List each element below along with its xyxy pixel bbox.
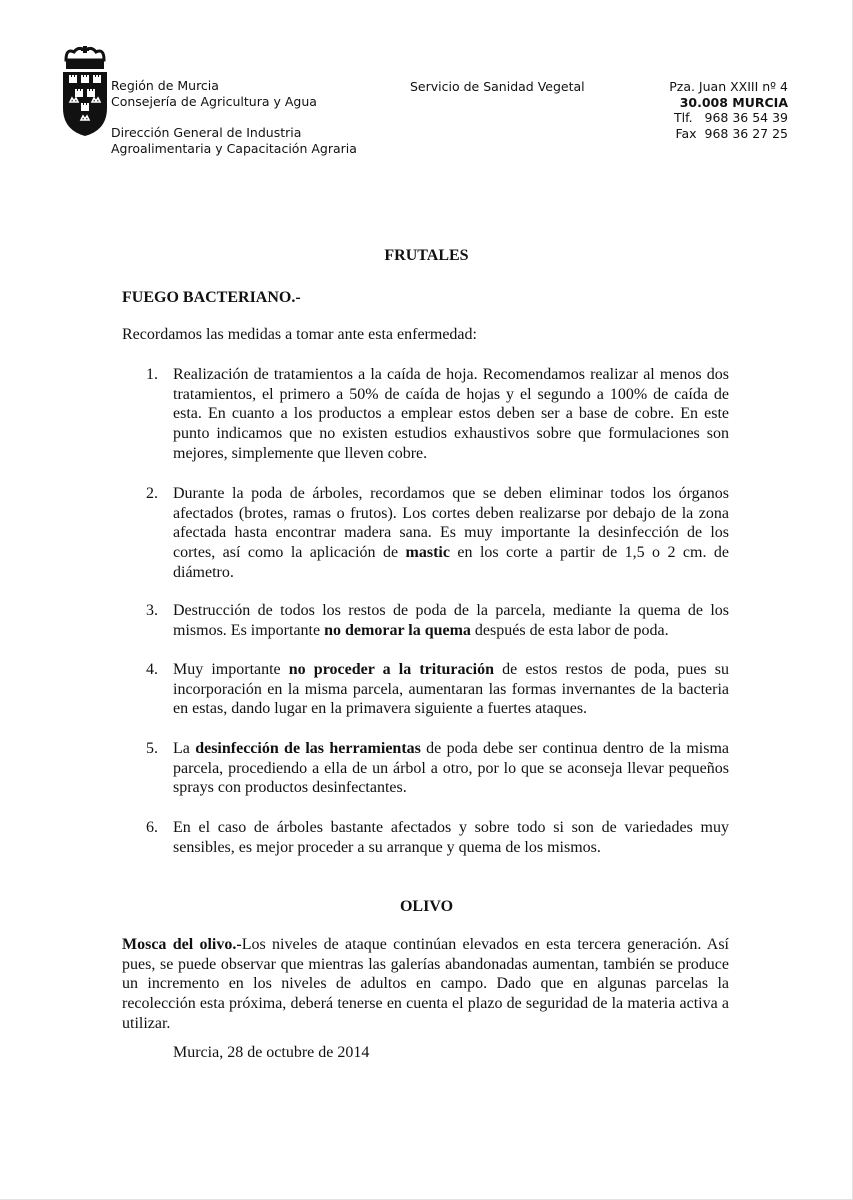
list-item-run: de poda debe ser continua dentro de la misma parcela, procediendo a ella de un árbol a otro, por lo que se aconseja llevar pequeños sprays con productos desinfectantes. — [173, 740, 730, 797]
list-item — [146, 365, 729, 464]
list-item-text — [173, 485, 729, 581]
coat-of-arms-logo — [60, 46, 110, 138]
section-title-frutales: FRUTALES — [384, 247, 469, 264]
list-item-run: Realización de tratamientos a la caída de hoja. Recomendamos realizar al menos dos tratamientos, el primero a 50% de caída de hojas y el segundo a 100% de caída de esta. En cuanto a los productos a emplear estos deben ser a base de cobre. En este punto indicamos que no existen estudios exhaustivos sobre que formulaciones son mejores, simplemente que lleven cobre. — [173, 366, 729, 462]
section-intro: Recordamos las medidas a tomar ante esta enfermedad: — [122, 326, 477, 343]
address: Pza. Juan XXIII nº 4 — [669, 79, 788, 94]
list-item-emphasis: desinfección de las herramientas — [195, 740, 421, 757]
list-item-run: Muy importante — [173, 661, 289, 678]
list-item-text — [173, 366, 729, 462]
list-item-emphasis: mastic — [405, 544, 450, 562]
list-item-number: 6. — [146, 819, 158, 836]
list-item-run: en los corte a partir de 1,5 o 2 cm. de diámetro. — [173, 544, 730, 581]
list-item — [146, 739, 730, 798]
list-item-text — [173, 661, 729, 717]
olive-fly-body: Los niveles de ataque continúan elevados en esta tercera generación. Así pues, se puede observar que mientras las galerías abandonadas aumentan, también se produce un incremento en los niveles de adultos en campo. Dado que en algunas parcelas la recolección esta próxima, deberá tenerse en cuenta el plazo de seguridad de la materia activa a utilizar. — [122, 936, 729, 1032]
list-item-run: después de esta labor de poda. — [470, 621, 669, 639]
list-item-run: Destrucción de todos los restos de poda de la parcela, mediante la quema de los mismos. Es importante — [173, 602, 729, 639]
list-item-run: Durante la poda de árboles, recordamos que se deben eliminar todos los órganos afectados (brotes, ramas o frutos). Los cortes deben realizarse por debajo de la zona afectada hasta encontrar madera sana. Es muy importante la desinfección de los cortes, así como la aplicación de — [173, 485, 729, 562]
olive-fly-lead: Mosca del olivo.- — [122, 936, 242, 953]
phone: Tlf. 968 36 54 39 — [674, 110, 788, 125]
list-item-number: 5. — [146, 740, 158, 757]
list-item-run: de estos restos de poda, pues su incorporación en la misma parcela, aumentaran las formas invernantes de la bacteria en estas, dando lugar en la primavera siguiente a fuertes ataques. — [173, 661, 730, 718]
header-service: Servicio de Sanidad Vegetal — [410, 79, 585, 94]
section-title-olivo: OLIVO — [399, 898, 454, 915]
list-item — [146, 660, 730, 719]
list-item-number: 4. — [146, 661, 158, 678]
list-item-run: La — [173, 740, 196, 757]
fax: Fax 968 36 27 25 — [675, 125, 788, 141]
list-item-text — [173, 602, 729, 639]
list-item — [146, 818, 729, 857]
list-item-text — [173, 740, 729, 796]
list-item-number: 3. — [146, 602, 158, 619]
dateline: Murcia, 28 de octubre de 2014 — [173, 1044, 370, 1061]
org-ministry: Consejería de Agricultura y Agua — [111, 93, 317, 109]
olive-fly-paragraph — [122, 935, 729, 1034]
org-region: Región de Murcia — [111, 78, 219, 93]
list-item-number: 1. — [146, 366, 158, 383]
list-item-number: 2. — [146, 485, 158, 502]
org-directorate-cont: Agroalimentaria y Capacitación Agraria — [111, 140, 357, 156]
list-item-emphasis: no demorar la quema — [324, 621, 471, 639]
subsection-title: FUEGO BACTERIANO.- — [122, 289, 301, 306]
list-item-emphasis: no proceder a la trituración — [288, 661, 494, 678]
org-directorate: Dirección General de Industria — [111, 125, 302, 140]
list-item — [146, 601, 729, 640]
header-contact — [669, 79, 788, 141]
header-organization — [111, 78, 357, 156]
list-item-run: En el caso de árboles bastante afectados y sobre todo si son de variedades muy sensibles, es mejor proceder a su arranque y quema de los mismos. — [173, 819, 729, 856]
list-item — [146, 484, 730, 583]
postal-city: 30.008 MURCIA — [679, 94, 788, 110]
list-item-text — [173, 819, 729, 856]
